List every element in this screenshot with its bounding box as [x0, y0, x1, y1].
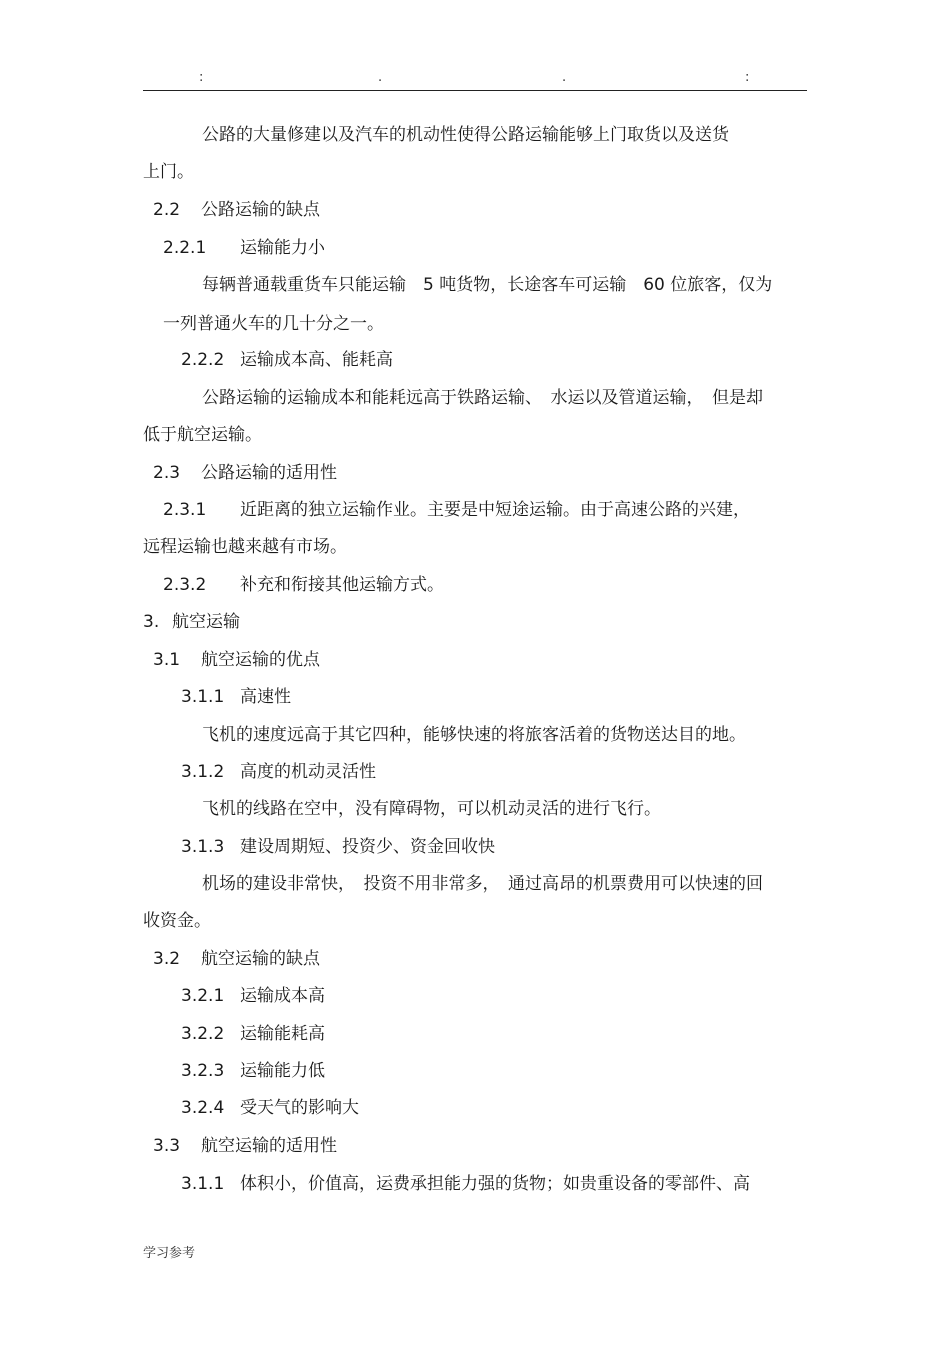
section-title: 运输能力小 — [240, 238, 325, 258]
section-title: 运输能力低 — [240, 1061, 325, 1081]
section-title: 建设周期短、投资少、资金回收快 — [240, 837, 495, 857]
line-text: 公路运输的运输成本和能耗远高于铁路运输、 水运以及管道运输， 但是却 — [202, 388, 763, 408]
paragraph-line — [163, 312, 384, 336]
subsection-heading — [181, 760, 376, 784]
section-number: 3.1.2 — [181, 762, 225, 782]
section-number: 3.2.2 — [181, 1024, 225, 1044]
section-number: 2.3.2 — [163, 575, 207, 595]
section-title: 高速性 — [240, 687, 291, 707]
subsection-heading — [181, 348, 393, 372]
paragraph-line — [143, 160, 194, 184]
subsection-heading — [181, 1022, 325, 1046]
section-heading — [153, 648, 320, 672]
chapter-heading — [143, 610, 240, 634]
section-heading — [153, 1134, 337, 1158]
paragraph-line — [202, 123, 729, 147]
line-text: 公路的大量修建以及汽车的机动性使得公路运输能够上门取货以及送货 — [202, 125, 729, 145]
section-title: 高度的机动灵活性 — [240, 762, 376, 782]
header-mark: . — [562, 70, 567, 85]
line-text: 机场的建设非常快， 投资不用非常多， 通过高昂的机票费用可以快速的回 — [202, 874, 763, 894]
line-text: 每辆普通载重货车只能运输 5 吨货物，长途客车可运输 60 位旅客，仅为 — [202, 275, 773, 295]
section-title: 航空运输的缺点 — [201, 949, 320, 969]
paragraph-line — [202, 723, 746, 747]
section-number: 3.1.3 — [181, 837, 225, 857]
line-text: 飞机的速度远高于其它四种，能够快速的将旅客活着的货物送达目的地。 — [202, 725, 746, 745]
section-number: 2.3 — [153, 463, 181, 483]
section-title: 体积小，价值高，运费承担能力强的货物；如贵重设备的零部件、高 — [240, 1174, 750, 1194]
section-title: 公路运输的适用性 — [201, 463, 337, 483]
section-number: 2.3.1 — [163, 500, 207, 520]
line-text: 飞机的线路在空中，没有障碍物，可以机动灵活的进行飞行。 — [202, 799, 661, 819]
section-number: 3.2.1 — [181, 986, 225, 1006]
section-number: 3.3 — [153, 1136, 181, 1156]
header-rule — [143, 90, 807, 91]
subsection-heading — [181, 835, 495, 859]
section-number: 3. — [143, 612, 160, 632]
section-title: 运输成本高 — [240, 986, 325, 1006]
paragraph-line — [143, 423, 262, 447]
section-title: 运输能耗高 — [240, 1024, 325, 1044]
section-number: 2.2.2 — [181, 350, 225, 370]
paragraph-line — [202, 386, 763, 410]
section-title: 受天气的影响大 — [240, 1098, 359, 1118]
paragraph-line — [202, 797, 661, 821]
line-text: 远程运输也越来越有市场。 — [143, 537, 347, 557]
section-heading — [153, 461, 337, 485]
line-text: 收资金。 — [143, 911, 211, 931]
paragraph-line — [202, 273, 772, 297]
section-heading — [153, 198, 320, 222]
section-title: 近距离的独立运输作业。主要是中短途运输。由于高速公路的兴建， — [240, 500, 750, 520]
paragraph-line — [202, 872, 763, 896]
section-number: 3.2.4 — [181, 1098, 225, 1118]
subsection-heading — [181, 1059, 325, 1083]
section-number: 3.1.1 — [181, 687, 225, 707]
section-number: 3.2 — [153, 949, 181, 969]
paragraph-line — [143, 909, 211, 933]
header-mark: : — [199, 70, 204, 85]
subsection-heading — [181, 984, 325, 1008]
section-title: 运输成本高、能耗高 — [240, 350, 393, 370]
subsection-heading — [163, 236, 325, 260]
section-title: 航空运输的优点 — [201, 650, 320, 670]
section-title: 航空运输的适用性 — [201, 1136, 337, 1156]
subsection-heading — [181, 685, 291, 709]
section-number: 2.2 — [153, 200, 181, 220]
header-mark: . — [378, 70, 383, 85]
paragraph-line — [143, 535, 347, 559]
section-title: 航空运输 — [172, 612, 240, 632]
subsection-heading — [163, 498, 750, 522]
section-number: 3.1 — [153, 650, 181, 670]
section-number: 3.1.1 — [181, 1174, 225, 1194]
line-text: 一列普通火车的几十分之一。 — [163, 314, 384, 334]
section-number: 2.2.1 — [163, 238, 207, 258]
section-title: 公路运输的缺点 — [201, 200, 320, 220]
header-mark: : — [745, 70, 750, 85]
section-title: 补充和衔接其他运输方式。 — [240, 575, 444, 595]
line-text: 低于航空运输。 — [143, 425, 262, 445]
page-footer: 学习参考 — [143, 1246, 196, 1261]
subsection-heading — [181, 1096, 359, 1120]
subsection-heading — [163, 573, 444, 597]
section-number: 3.2.3 — [181, 1061, 225, 1081]
line-text: 上门。 — [143, 162, 194, 182]
section-heading — [153, 947, 320, 971]
subsection-heading — [181, 1172, 750, 1196]
